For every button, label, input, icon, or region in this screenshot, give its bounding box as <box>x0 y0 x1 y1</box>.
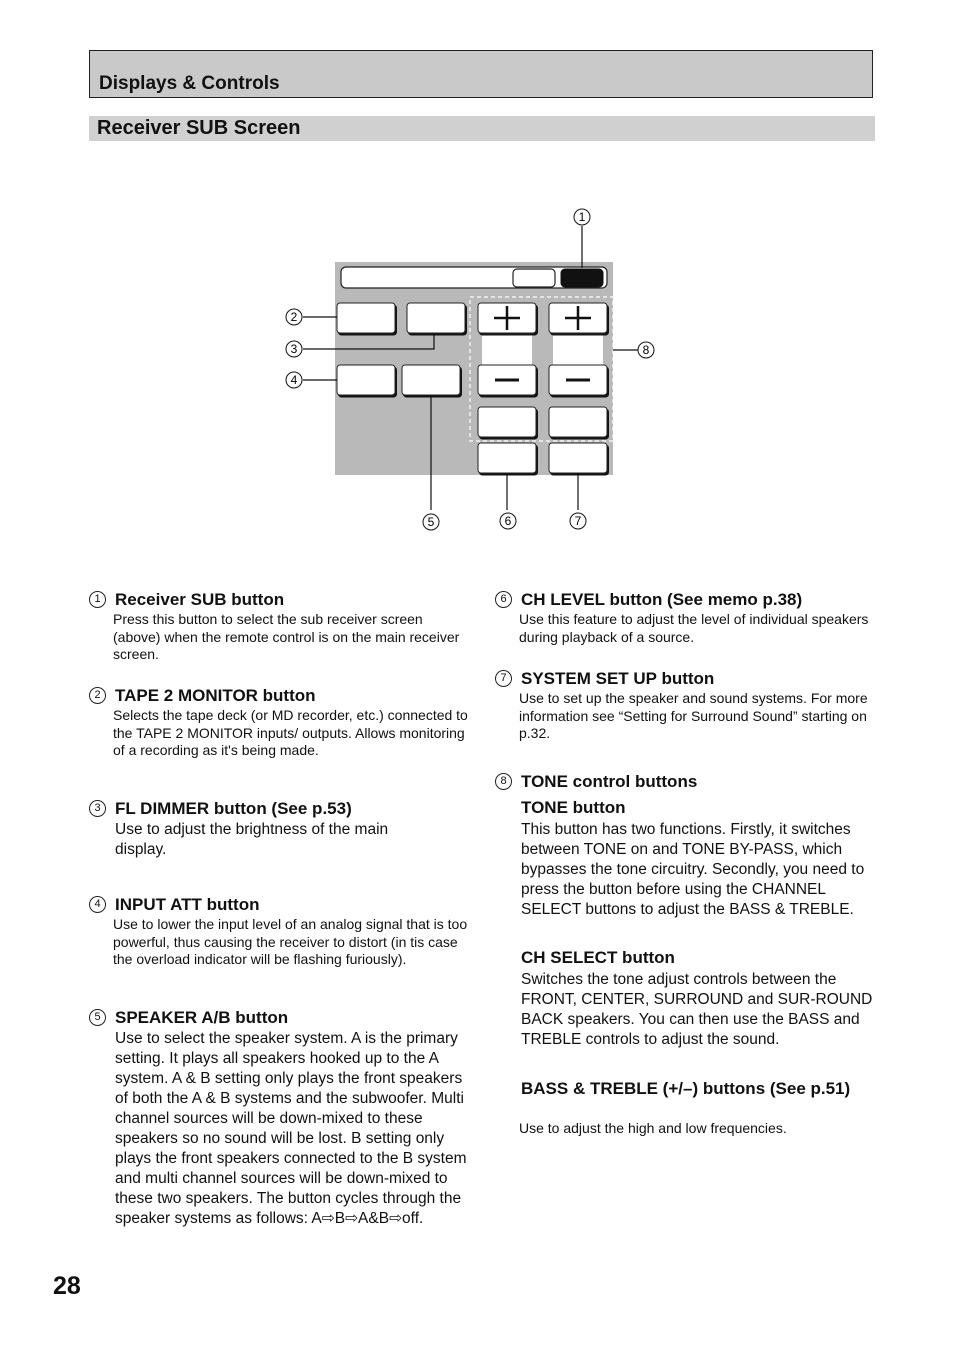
tone-button[interactable] <box>478 407 536 437</box>
item-description: Selects the tape deck (or MD recorder, etc.) connected to the TAPE 2 MONITOR inputs/ outputs. Allows monitoring of a recording as it's being made. <box>113 707 468 759</box>
bass-treble-description: Use to adjust the high and low frequencies. <box>519 1120 787 1136</box>
receiver-main-button[interactable] <box>513 269 555 287</box>
item-number: 3 <box>89 800 106 817</box>
page-title: Receiver SUB Screen <box>97 117 301 139</box>
item-title: SYSTEM SET UP button <box>521 669 715 688</box>
fl-dimmer-button[interactable] <box>407 303 465 333</box>
svg-text:4: 4 <box>290 373 298 387</box>
item-title: TAPE 2 MONITOR button <box>115 686 316 705</box>
ch-level-button[interactable] <box>478 443 536 473</box>
item-title: CH LEVEL button (See memo p.38) <box>521 590 803 609</box>
item-title: INPUT ATT button <box>115 895 260 914</box>
ch-select-description: Switches the tone adjust controls between the FRONT, CENTER, SURROUND and SUR-ROUND BACK speakers. You can then use the BASS and TREBLE controls to adjust the sound. <box>521 971 873 1048</box>
item-number: 4 <box>89 896 106 913</box>
item-number: 1 <box>89 591 106 608</box>
bass-treble-title: BASS & TREBLE (+/–) buttons (See p.51) <box>521 1079 851 1098</box>
ch-select-title: CH SELECT button <box>521 948 675 967</box>
tone-button-title: TONE button <box>521 798 626 817</box>
item-title: FL DIMMER button (See p.53) <box>115 799 352 818</box>
item-description: Press this button to select the sub receiver screen (above) when the remote control is on the main receiver screen. <box>113 611 460 663</box>
item-description: Use to lower the input level of an analog signal that is too powerful, thus causing the receiver to distort (in tis case the overload indicator will be flashing furiously). <box>113 916 468 968</box>
tone-button-description: This button has two functions. Firstly, it switches between TONE on and TONE BY-PASS, which bypasses the tone circuitry. Secondly, you need to press the button before using the CHANNEL SELECT buttons to adjust the BASS & TREBLE. <box>521 821 865 918</box>
page-number: 28 <box>53 1272 81 1300</box>
item-number: 8 <box>495 773 512 790</box>
svg-text:7: 7 <box>574 514 582 528</box>
svg-text:5: 5 <box>427 515 435 529</box>
item-number: 5 <box>89 1009 106 1026</box>
item-title: Receiver SUB button <box>115 590 285 609</box>
item-title: SPEAKER A/B button <box>115 1008 289 1027</box>
speaker-ab-button[interactable] <box>402 365 460 395</box>
svg-text:2: 2 <box>290 310 298 324</box>
item-description: Use to adjust the brightness of the main display. <box>115 821 389 858</box>
item-number: 7 <box>495 670 512 687</box>
system-setup-button[interactable] <box>549 443 607 473</box>
item-number: 6 <box>495 591 512 608</box>
ch-select-button[interactable] <box>549 407 607 437</box>
bass-level-display <box>482 333 532 365</box>
svg-text:1: 1 <box>578 210 586 224</box>
item-description: Use this feature to adjust the level of individual speakers during playback of a source. <box>519 611 869 645</box>
svg-text:8: 8 <box>642 343 650 357</box>
tape2-monitor-button[interactable] <box>337 303 395 333</box>
section-title: Displays & Controls <box>99 73 280 94</box>
treble-level-display <box>553 333 603 365</box>
receiver-sub-button[interactable] <box>561 269 603 287</box>
input-att-button[interactable] <box>337 365 395 395</box>
svg-text:6: 6 <box>504 514 512 528</box>
item-description: Use to set up the speaker and sound systems. For more information see “Setting for Surround Sound” starting on p.32. <box>519 690 868 742</box>
item-description: Use to select the speaker system. A is the primary setting. It plays all speakers hooked up to the A system. A & B setting only plays the front speakers of both the A & B systems and the subwoofer. Multi channel sources will be down-mixed to these speakers so no sound will be lost. B setting only plays the front speakers connected to the B system and multi channel sources will be down-mixed to these two speakers. The button cycles through the speaker systems as follows: A⇨B⇨A&B⇨off. <box>115 1030 467 1227</box>
item-title: TONE control buttons <box>521 772 698 791</box>
svg-text:3: 3 <box>290 342 298 356</box>
item-number: 2 <box>89 687 106 704</box>
receiver-sub-screen-diagram <box>0 0 954 560</box>
